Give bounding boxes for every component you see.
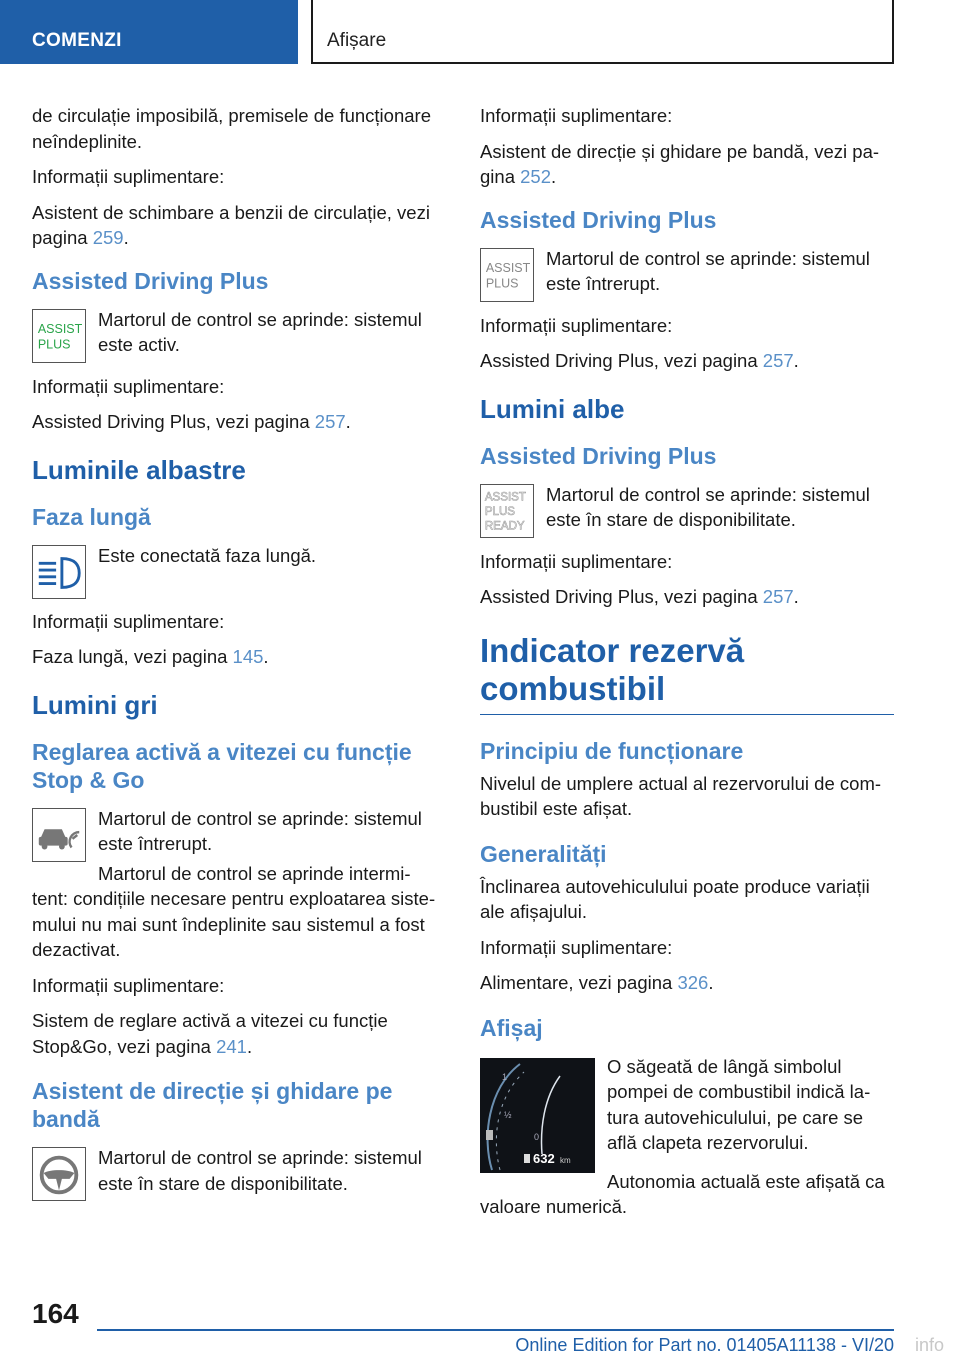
page-link[interactable]: 259 [92, 227, 124, 248]
subsection-heading: Reglarea activă a vitezei cu funcție Stop & Go [32, 738, 412, 793]
indicator-row [32, 806, 446, 863]
high-beam-icon [32, 545, 86, 599]
section-heading: Lumini gri [32, 689, 158, 720]
steering-wheel-icon [32, 1147, 86, 1201]
svg-text:632: 632 [533, 1150, 555, 1166]
reference-text: Assisted Driving Plus, vezi pagina 257. [480, 350, 799, 371]
svg-text:1: 1 [502, 1071, 508, 1082]
indicator-row [480, 246, 894, 303]
cruise-control-car-icon [32, 808, 86, 862]
intro-text: de circulație imposibilă, premisele de funcționare neîndeplinite. [32, 105, 431, 152]
info-label: Informații suplimentare: [32, 610, 225, 632]
reference-text: Asistent de direcție și ghidare pe bandă, vezi pa-gina 252. [480, 140, 880, 187]
section-heading: Assisted Driving Plus [32, 267, 269, 294]
page-number: 164 [32, 1298, 79, 1329]
svg-text:km: km [560, 1155, 571, 1165]
page-link[interactable]: 257 [314, 411, 346, 432]
body-text: Autonomia actuală este afișată ca valoare numerică. [480, 1170, 885, 1217]
subsection-heading: Assisted Driving Plus [480, 442, 717, 469]
section-heading: Lumini albe [480, 393, 625, 424]
subsection-heading: Principiu de funcționare [480, 737, 744, 764]
reference-text: Assisted Driving Plus, vezi pagina 257. [480, 586, 799, 607]
svg-text:ASSIST: ASSIST [484, 490, 526, 503]
svg-text:0: 0 [534, 1131, 540, 1142]
body-text: Înclinarea autovehiculului poate produce variații ale afișajului. [480, 875, 870, 922]
subsection-heading: Generalități [480, 840, 607, 867]
body-text: O săgeată de lângă simbolul pompei de combustibil indică la-tura autovehiculului, pe care se află clapeta rezervorului. [607, 1055, 871, 1153]
edition-footer: Online Edition for Part no. 01405A11138 - VI/20 [515, 1335, 894, 1355]
svg-text:PLUS: PLUS [484, 505, 516, 518]
info-label: Informații suplimentare: [480, 105, 673, 126]
subsection-heading: Afișaj [480, 1014, 543, 1041]
section-title: COMENZI [32, 30, 122, 51]
reference-text: Assisted Driving Plus, vezi pagina 257. [32, 411, 351, 432]
chapter-section-title: Indicator rezervă combustibil [480, 632, 894, 715]
watermark-text: info [914, 1335, 944, 1355]
indicator-description: Martorul de control se aprinde: sistemul este întrerupt. [546, 247, 870, 294]
info-label: Informații suplimentare: [32, 166, 225, 187]
indicator-row [480, 482, 894, 539]
indicator-row [32, 1145, 446, 1202]
svg-text:ASSIST: ASSIST [485, 260, 531, 275]
page-link[interactable]: 241 [216, 1035, 247, 1057]
svg-text:READY: READY [484, 519, 525, 532]
assist-plus-green-icon [32, 309, 86, 363]
page-link[interactable]: 257 [762, 350, 794, 371]
indicator-description: Martorul de control se aprinde intermi-tent: condițiile necesare pentru exploatarea siste-mului nu mai sunt îndeplinite sau sistemul a fost dezactivat. [32, 862, 436, 960]
svg-text:½: ½ [504, 1109, 512, 1120]
assist-plus-grey-icon [480, 248, 534, 302]
svg-text:ASSIST: ASSIST [37, 321, 83, 336]
reference-text: Faza lungă, vezi pagina 145. [32, 646, 269, 667]
section-heading: Assisted Driving Plus [480, 206, 717, 233]
section-heading: Luminile albastre [32, 454, 246, 485]
svg-text:PLUS: PLUS [485, 276, 519, 291]
indicator-description: Martorul de control se aprinde: sistemul este în stare de disponibilitate. [546, 483, 870, 530]
subsection-heading: Asistent de direcție și ghidare pe bandă [32, 1078, 393, 1132]
page-link[interactable]: 252 [520, 166, 551, 187]
footer-divider [97, 1329, 894, 1331]
subsection-heading: Faza lungă [32, 503, 151, 530]
fuel-gauge-image [480, 1058, 595, 1173]
section-tab [0, 0, 298, 64]
chapter-tab [311, 0, 894, 64]
reference-text: Alimentare, vezi pagina 326. [480, 972, 714, 993]
reference-text: Asistent de schimbare a benzii de circulație, vezi pagina 259. [32, 201, 430, 248]
page-link[interactable]: 326 [677, 972, 709, 993]
indicator-row [32, 307, 446, 364]
info-label: Informații suplimentare: [480, 550, 673, 572]
info-label: Informații suplimentare: [32, 375, 225, 397]
info-label: Informații suplimentare: [480, 314, 673, 336]
svg-text:PLUS: PLUS [37, 337, 71, 352]
assist-plus-ready-icon [480, 484, 534, 538]
reference-text: Sistem de reglare activă a vitezei cu funcție Stop&Go, vezi pagina 241. [32, 1010, 388, 1057]
info-label: Informații suplimentare: [480, 936, 673, 958]
left-column [32, 103, 446, 1212]
indicator-description: Este conectată faza lungă. [98, 544, 317, 566]
chapter-title: Afișare [327, 30, 387, 51]
indicator-row [32, 543, 446, 599]
info-label: Informații suplimentare: [32, 974, 225, 996]
page-link[interactable]: 257 [762, 586, 794, 607]
body-text: Nivelul de umplere actual al rezervorului de com-bustibil este afișat. [480, 772, 882, 819]
right-column [480, 103, 894, 1230]
page-link[interactable]: 145 [232, 646, 264, 667]
indicator-description: Martorul de control se aprinde: sistemul este în stare de disponibilitate. [98, 1147, 422, 1194]
indicator-description: Martorul de control se aprinde: sistemul este întrerupt. [98, 807, 422, 854]
fuel-display-row [480, 1054, 894, 1173]
indicator-description: Martorul de control se aprinde: sistemul este activ. [98, 308, 422, 355]
